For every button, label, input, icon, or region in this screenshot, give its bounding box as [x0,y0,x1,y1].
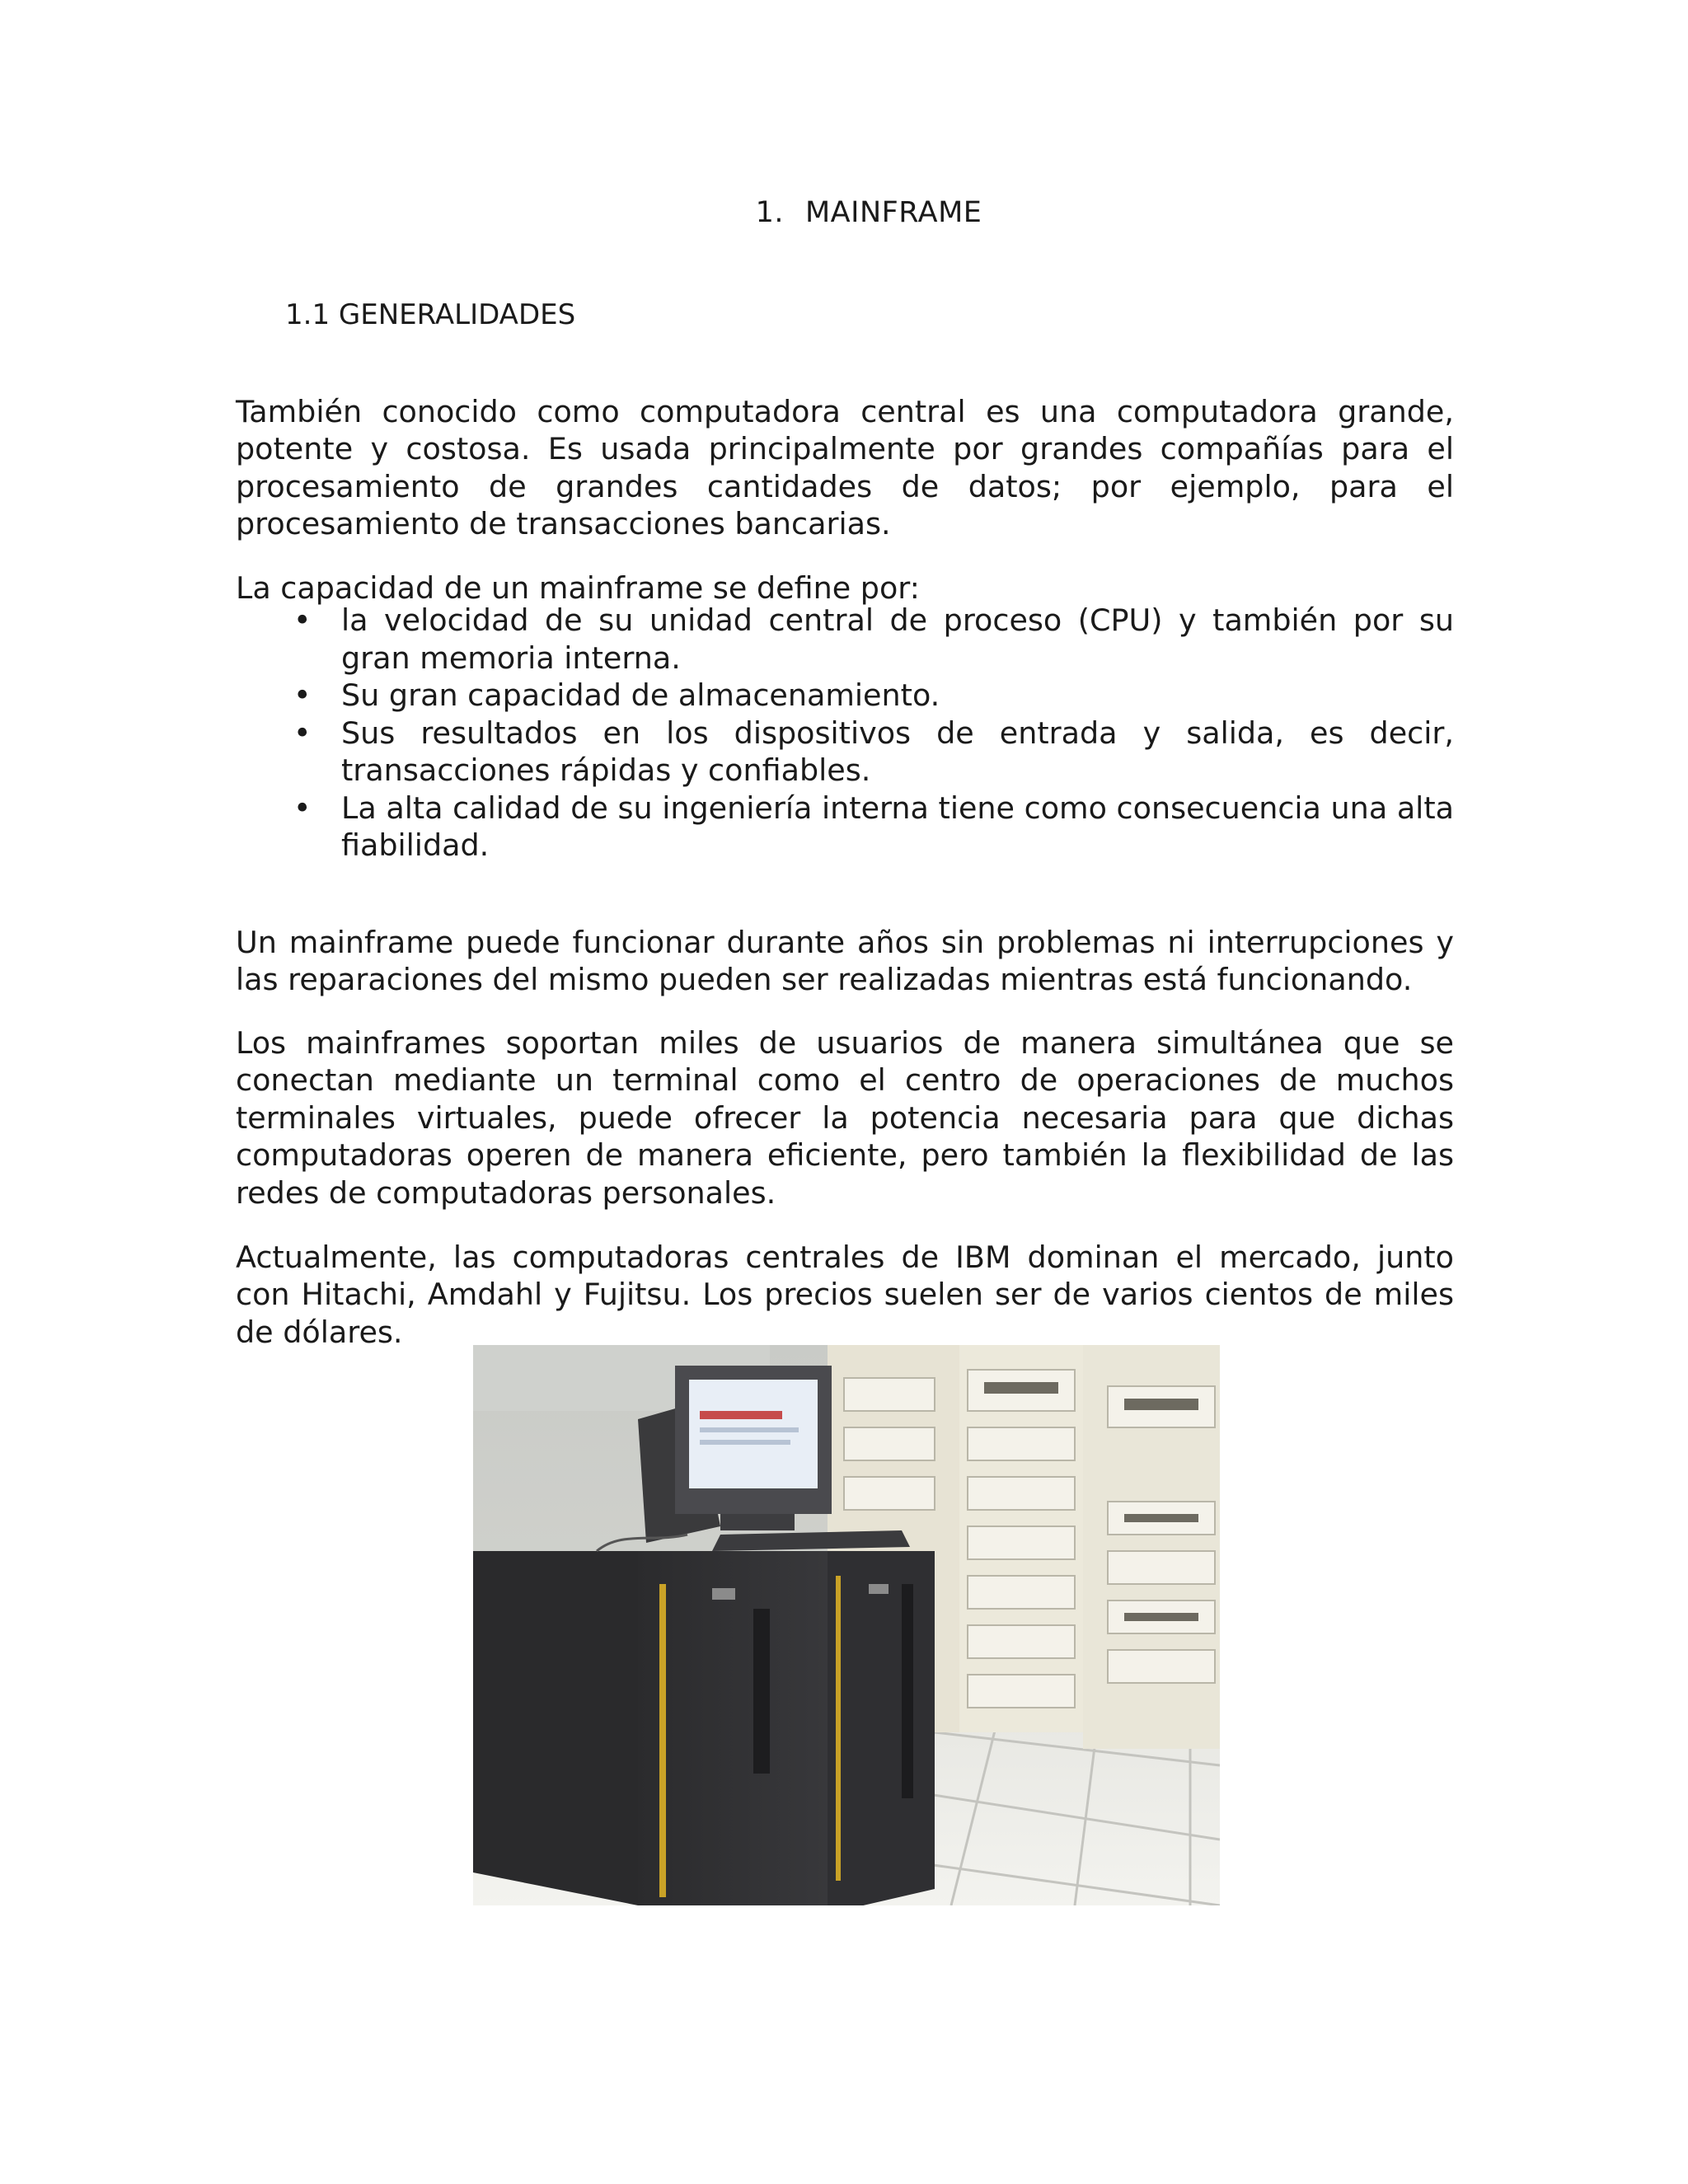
mainframe-photo [473,1345,1220,1905]
section-heading: 1.1 GENERALIDADES [285,298,576,331]
bullet-glyph: • [293,715,312,751]
list-item-text: Sus resultados en los dispositivos de entrada y salida, es decir, transacciones rápidas y confiables. [341,715,1454,788]
paragraph-capacity-intro: La capacidad de un mainframe se define por: [236,569,920,606]
paragraph-users: Los mainframes soportan miles de usuarios de manera simultánea que se conectan mediante un terminal como el centro de operaciones de muchos terminales virtuales, puede ofrecer la potencia necesaria para que dichas computadoras operen de manera eficiente, pero también la flexibilidad de las redes de computadoras personales. [236,1024,1454,1211]
paragraph-reliability: Un mainframe puede funcionar durante años sin problemas ni interrupciones y las reparaciones del mismo pueden ser realizadas mientras está funcionando. [236,924,1454,997]
bullet-glyph: • [293,677,312,713]
list-item-text: Su gran capacidad de almacenamiento. [341,677,940,713]
title-text: MAINFRAME [804,196,982,229]
bullet-glyph: • [293,790,312,826]
list-item [236,602,1454,677]
list-item [236,677,1454,715]
paragraph-intro: También conocido como computadora central es una computadora grande, potente y costosa. Es usada principalmente por grandes compañías para el procesamiento de grandes cantidades de datos; por ejemplo, para el procesamiento de transacciones bancarias. [236,393,1454,541]
list-item [236,790,1454,865]
paragraph-market: Actualmente, las computadoras centrales de IBM dominan el mercado, junto con Hitachi, Amdahl y Fujitsu. Los precios suelen ser de varios cientos de miles de dólares. [236,1239,1454,1350]
title-number: 1. [755,196,784,229]
list-item [236,715,1454,790]
bullet-glyph: • [293,602,312,638]
list-item-text: La alta calidad de su ingeniería interna tiene como consecuencia una alta fiabilidad. [341,790,1454,863]
page-title [0,196,1688,229]
mainframe-illustration [473,1345,1220,1905]
capacity-list [236,602,1454,865]
list-item-text: la velocidad de su unidad central de proceso (CPU) y también por su gran memoria interna. [341,602,1454,676]
